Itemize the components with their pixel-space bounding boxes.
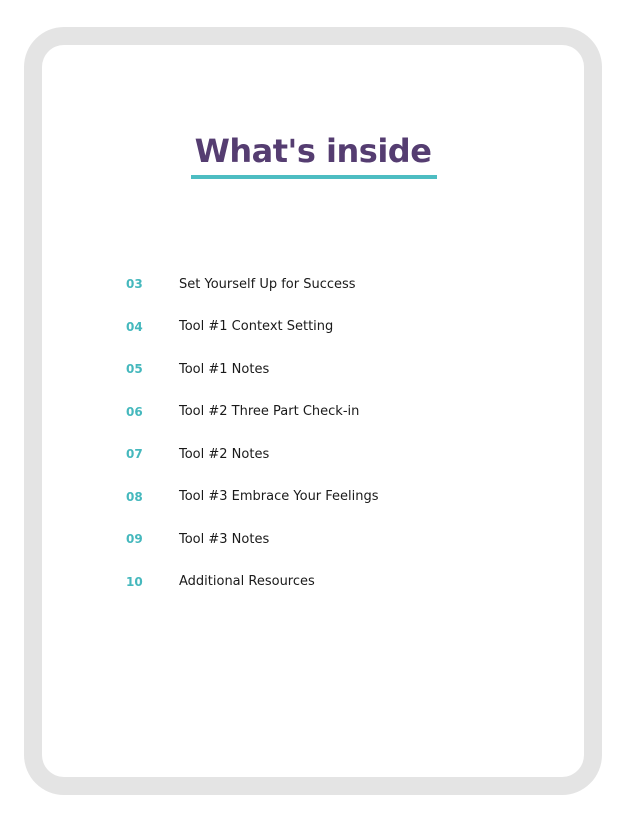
toc-item[interactable] bbox=[126, 476, 379, 519]
toc-item-label: Tool #3 Notes bbox=[179, 531, 270, 547]
toc-item[interactable] bbox=[126, 561, 379, 604]
toc-page-number: 09 bbox=[126, 532, 143, 547]
table-of-contents bbox=[126, 263, 379, 603]
toc-page-number: 05 bbox=[126, 362, 143, 377]
toc-page-number: 03 bbox=[126, 277, 143, 292]
toc-item-label: Tool #1 Context Setting bbox=[179, 319, 334, 335]
toc-item-label: Tool #2 Notes bbox=[179, 446, 270, 462]
page-frame bbox=[24, 27, 602, 795]
toc-item[interactable] bbox=[126, 306, 379, 349]
toc-page-number: 10 bbox=[126, 574, 143, 589]
toc-page-number: 07 bbox=[126, 447, 143, 462]
toc-item[interactable] bbox=[126, 391, 379, 434]
toc-item-label: Tool #2 Three Part Check-in bbox=[179, 404, 360, 420]
toc-item-label: Set Yourself Up for Success bbox=[179, 276, 356, 292]
toc-page-number: 08 bbox=[126, 489, 143, 504]
toc-item[interactable] bbox=[126, 518, 379, 561]
title-underline bbox=[191, 175, 437, 179]
toc-item-label: Tool #3 Embrace Your Feelings bbox=[179, 489, 379, 505]
toc-item[interactable] bbox=[126, 348, 379, 391]
toc-item-label: Additional Resources bbox=[179, 574, 315, 590]
toc-item-label: Tool #1 Notes bbox=[179, 361, 270, 377]
toc-item[interactable] bbox=[126, 263, 379, 306]
toc-item[interactable] bbox=[126, 433, 379, 476]
toc-page-number: 04 bbox=[126, 319, 143, 334]
toc-page-number: 06 bbox=[126, 404, 143, 419]
content-card bbox=[42, 45, 584, 777]
page-title: What's inside bbox=[194, 132, 432, 170]
